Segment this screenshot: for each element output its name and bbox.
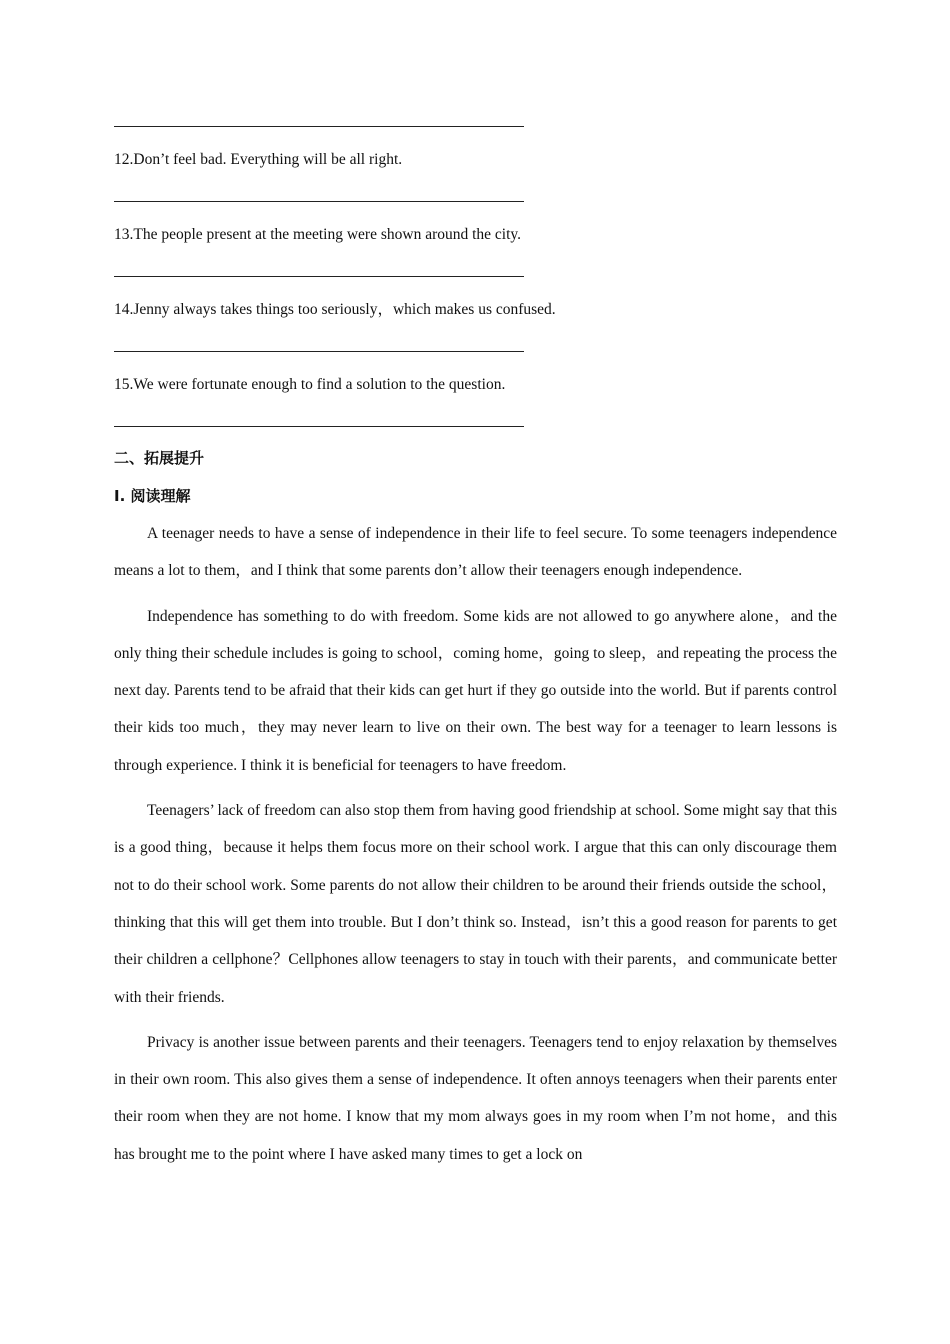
passage-paragraph-2: Independence has something to do with freedom. Some kids are not allowed to go anywhere alone，and the only thing their schedule includes is going to school，coming home，going to sleep，and repeating the process the next day. Parents tend to be afraid that their kids can get hurt if they go outside into the world. But if parents control their kids too much，they may never learn to live on their own. The best way for a teenager to learn lessons is through experience. I think it is beneficial for teenagers to have freedom. xyxy=(114,607,837,774)
passage-paragraph-4: Privacy is another issue between parents and their teenagers. Teenagers tend to enjoy relaxation by themselves in their own room. This also gives them a sense of independence. It often annoys teenagers when their parents enter their room when they are not home. I know that my mom always goes in my room when I’m not home，and this has brought me to the point where I have asked many times to get a lock on xyxy=(114,1033,837,1163)
section-subtitle: I. 阅读理解 xyxy=(114,487,191,505)
passage-paragraph-1: A teenager needs to have a sense of independence in their life to feel secure. To some teenagers independence means a lot to them，and I think that some parents don’t allow their teenagers enough independence. xyxy=(114,525,837,580)
answer-line xyxy=(114,126,524,127)
question-15: 15.We were fortunate enough to find a solution to the question. xyxy=(114,376,506,393)
question-12: 12.Don’t feel bad. Everything will be all right. xyxy=(114,151,403,168)
answer-line xyxy=(114,276,524,277)
document-content xyxy=(114,126,837,1173)
reading-passage xyxy=(114,515,837,1173)
answer-line xyxy=(114,201,524,202)
section-title: 二、拓展提升 xyxy=(114,449,205,467)
answer-line xyxy=(114,351,524,352)
passage-paragraph-3: Teenagers’ lack of freedom can also stop them from having good friendship at school. Some might say that this is a good thing，because it helps them focus more on their school work. I argue that this can only discourage them not to do their school work. Some parents do not allow their children to be around their friends outside the school，thinking that this will get them into trouble. But I don’t think so. Instead，isn’t this a good reason for parents to get their children a cellphone？Cellphones allow teenagers to stay in touch with their parents，and communicate better with their friends. xyxy=(114,802,837,1006)
question-13: 13.The people present at the meeting were shown around the city. xyxy=(114,226,522,243)
question-14: 14.Jenny always takes things too seriously，which makes us confused. xyxy=(114,301,556,318)
answer-line xyxy=(114,426,524,427)
